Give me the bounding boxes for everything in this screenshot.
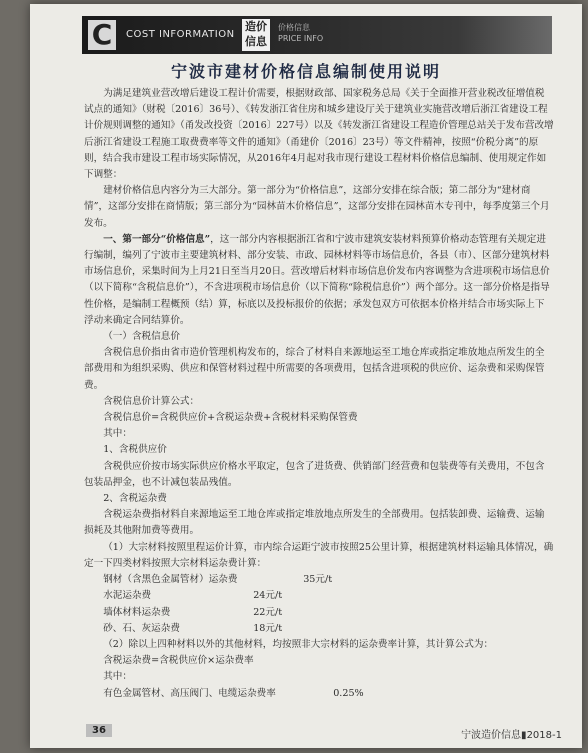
header-small-line2: PRICE INFO bbox=[278, 34, 324, 43]
paragraph-freight: 含税运杂费指材料自来源地运至工地仓库或指定堆放地点所发生的全部费用。包括装卸费、运输费、运输损耗及其他附加费等费用。 bbox=[84, 509, 545, 537]
rate-value: 35元/t bbox=[303, 574, 333, 586]
logo-c: C bbox=[88, 20, 116, 50]
footer-publication: 宁波造价信息▮2018-1 bbox=[461, 730, 562, 741]
rate-value: 22元/t bbox=[253, 606, 283, 618]
section-heading-tax-price: （一）含税信息价 bbox=[103, 331, 180, 343]
paragraph-intro: 为满足建筑业营改增后建设工程计价需要，根据财政部、国家税务总局《关于全面推开营业税改征增值税试点的通知》（财税〔2016〕36号）、《转发浙江省住房和城乡建设厅关于建筑业实施营改增后浙江省建设工程计价规则调整的通知》（甬发改投资〔2016〕227号）以及《转发浙江省建设工程造价管理总站关于发布营改增后浙江省建设工程施工取费费率等文件的通知》（甬建价〔2016〕23号）等文件精神，按照“价税分离”的原则，结合我市建设工程市场实际情况，从2016年4月起对我市现行建设工程材料价格信息编制、使用规定作如下调整： bbox=[84, 88, 554, 181]
part-one-text: ，这一部分内容根据浙江省和宁波市建筑安装材料预算价格动态管理有关规定进行编制，编列了宁波市主要建筑材料、部分安装、市政、园林材料等市场信息价，各县（市）、区部分建筑材料市场信息价，采集时间为上月21日至当月20日。营改增后材料市场信息价发布内容调整为含进项税市场信息价（以下简称“含税信息价”），不含进项税市场信息价（以下简称“除税信息价”）两个部分。这一部分价格是指导性价格，是编制工程概预（结）算，标底以及投标报价的依据；承发包双方可依据本价格并结合市场实际上下浮动来确定合同结算价。 bbox=[84, 233, 550, 326]
rate-label: 水泥运杂费 bbox=[103, 590, 152, 602]
item-freight-heading: 2、含税运杂费 bbox=[103, 493, 167, 505]
formula-intro: 含税信息价计算公式： bbox=[103, 395, 200, 407]
rate-value: 24元/t bbox=[253, 590, 283, 602]
header-small-label bbox=[278, 22, 323, 44]
header-banner bbox=[82, 16, 552, 54]
header-cn-line2: 信息 bbox=[245, 35, 267, 48]
page-title: 宁波市建材价格信息编制使用说明 bbox=[170, 62, 441, 81]
item-supply-price-heading: 1、含税供应价 bbox=[103, 444, 167, 456]
paragraph-nonbulk-materials: （2）除以上四种材料以外的其他材料，均按照非大宗材料的运杂费率计算，其计算公式为： bbox=[103, 638, 494, 650]
header-cn-line1: 造价 bbox=[245, 20, 267, 33]
rate-row bbox=[84, 605, 554, 621]
rate-label: 墙体材料运杂费 bbox=[103, 606, 171, 618]
rate-row bbox=[84, 621, 554, 637]
document-body bbox=[84, 86, 554, 702]
paragraph-supply-price: 含税供应价按市场实际供应价格水平取定，包含了进货费、供销部门经营费和包装费等有关费用，不包含包装品押金，也不计减包装品残值。 bbox=[84, 460, 545, 488]
rate-row bbox=[84, 572, 554, 588]
page-number: 36 bbox=[86, 724, 112, 737]
paragraph-bulk-materials: （1）大宗材料按照里程运价计算，市内综合运距宁波市按照25公里计算，根据建筑材料运输具体情况，确定一下四类材料按照大宗材料运杂费计算： bbox=[84, 541, 554, 569]
formula-freight-where: 其中： bbox=[103, 671, 132, 683]
paragraph-part-one bbox=[84, 232, 554, 329]
rate-label: 砂、石、灰运杂费 bbox=[103, 622, 180, 634]
rate-value-last: 0.25% bbox=[333, 687, 364, 699]
paragraph-tax-price-def: 含税信息价指由省市造价管理机构发布的，综合了材料自来源地运至工地仓库或指定堆放地点所发生的全部费用和为组织采购、供应和保管材料过程中所需要的各项费用，包括含进项税的供应价、运杂费和采购保管费。 bbox=[84, 347, 545, 391]
formula-main: 含税信息价=含税供应价+含税运杂费+含税材料采购保管费 bbox=[103, 412, 358, 424]
formula-where: 其中： bbox=[103, 428, 132, 440]
paragraph-structure: 建材价格信息内容分为三大部分。第一部分为“价格信息”，这部分安排在综合版；第二部分为“建材商情”，这部分安排在商情版；第三部分为“园林苗木价格信息”，这部分安排在园林苗木专刊中，每季度第三个月发布。 bbox=[84, 185, 550, 229]
header-small-line1: 价格信息 bbox=[278, 23, 310, 32]
rate-label: 钢材（含黑色金属管材）运杂费 bbox=[103, 574, 238, 586]
rate-row bbox=[84, 588, 554, 604]
header-cn-box bbox=[242, 19, 270, 51]
formula-freight: 含税运杂费=含税供应价×运杂费率 bbox=[103, 655, 254, 667]
header-english-label: COST INFORMATION bbox=[126, 29, 235, 40]
rate-row-last bbox=[84, 686, 554, 702]
part-one-heading: 一、第一部分“价格信息” bbox=[103, 233, 211, 245]
document-page bbox=[30, 4, 582, 748]
rate-value: 18元/t bbox=[253, 622, 283, 634]
rate-label-last: 有色金属管材、高压阀门、电缆运杂费率 bbox=[103, 687, 276, 699]
